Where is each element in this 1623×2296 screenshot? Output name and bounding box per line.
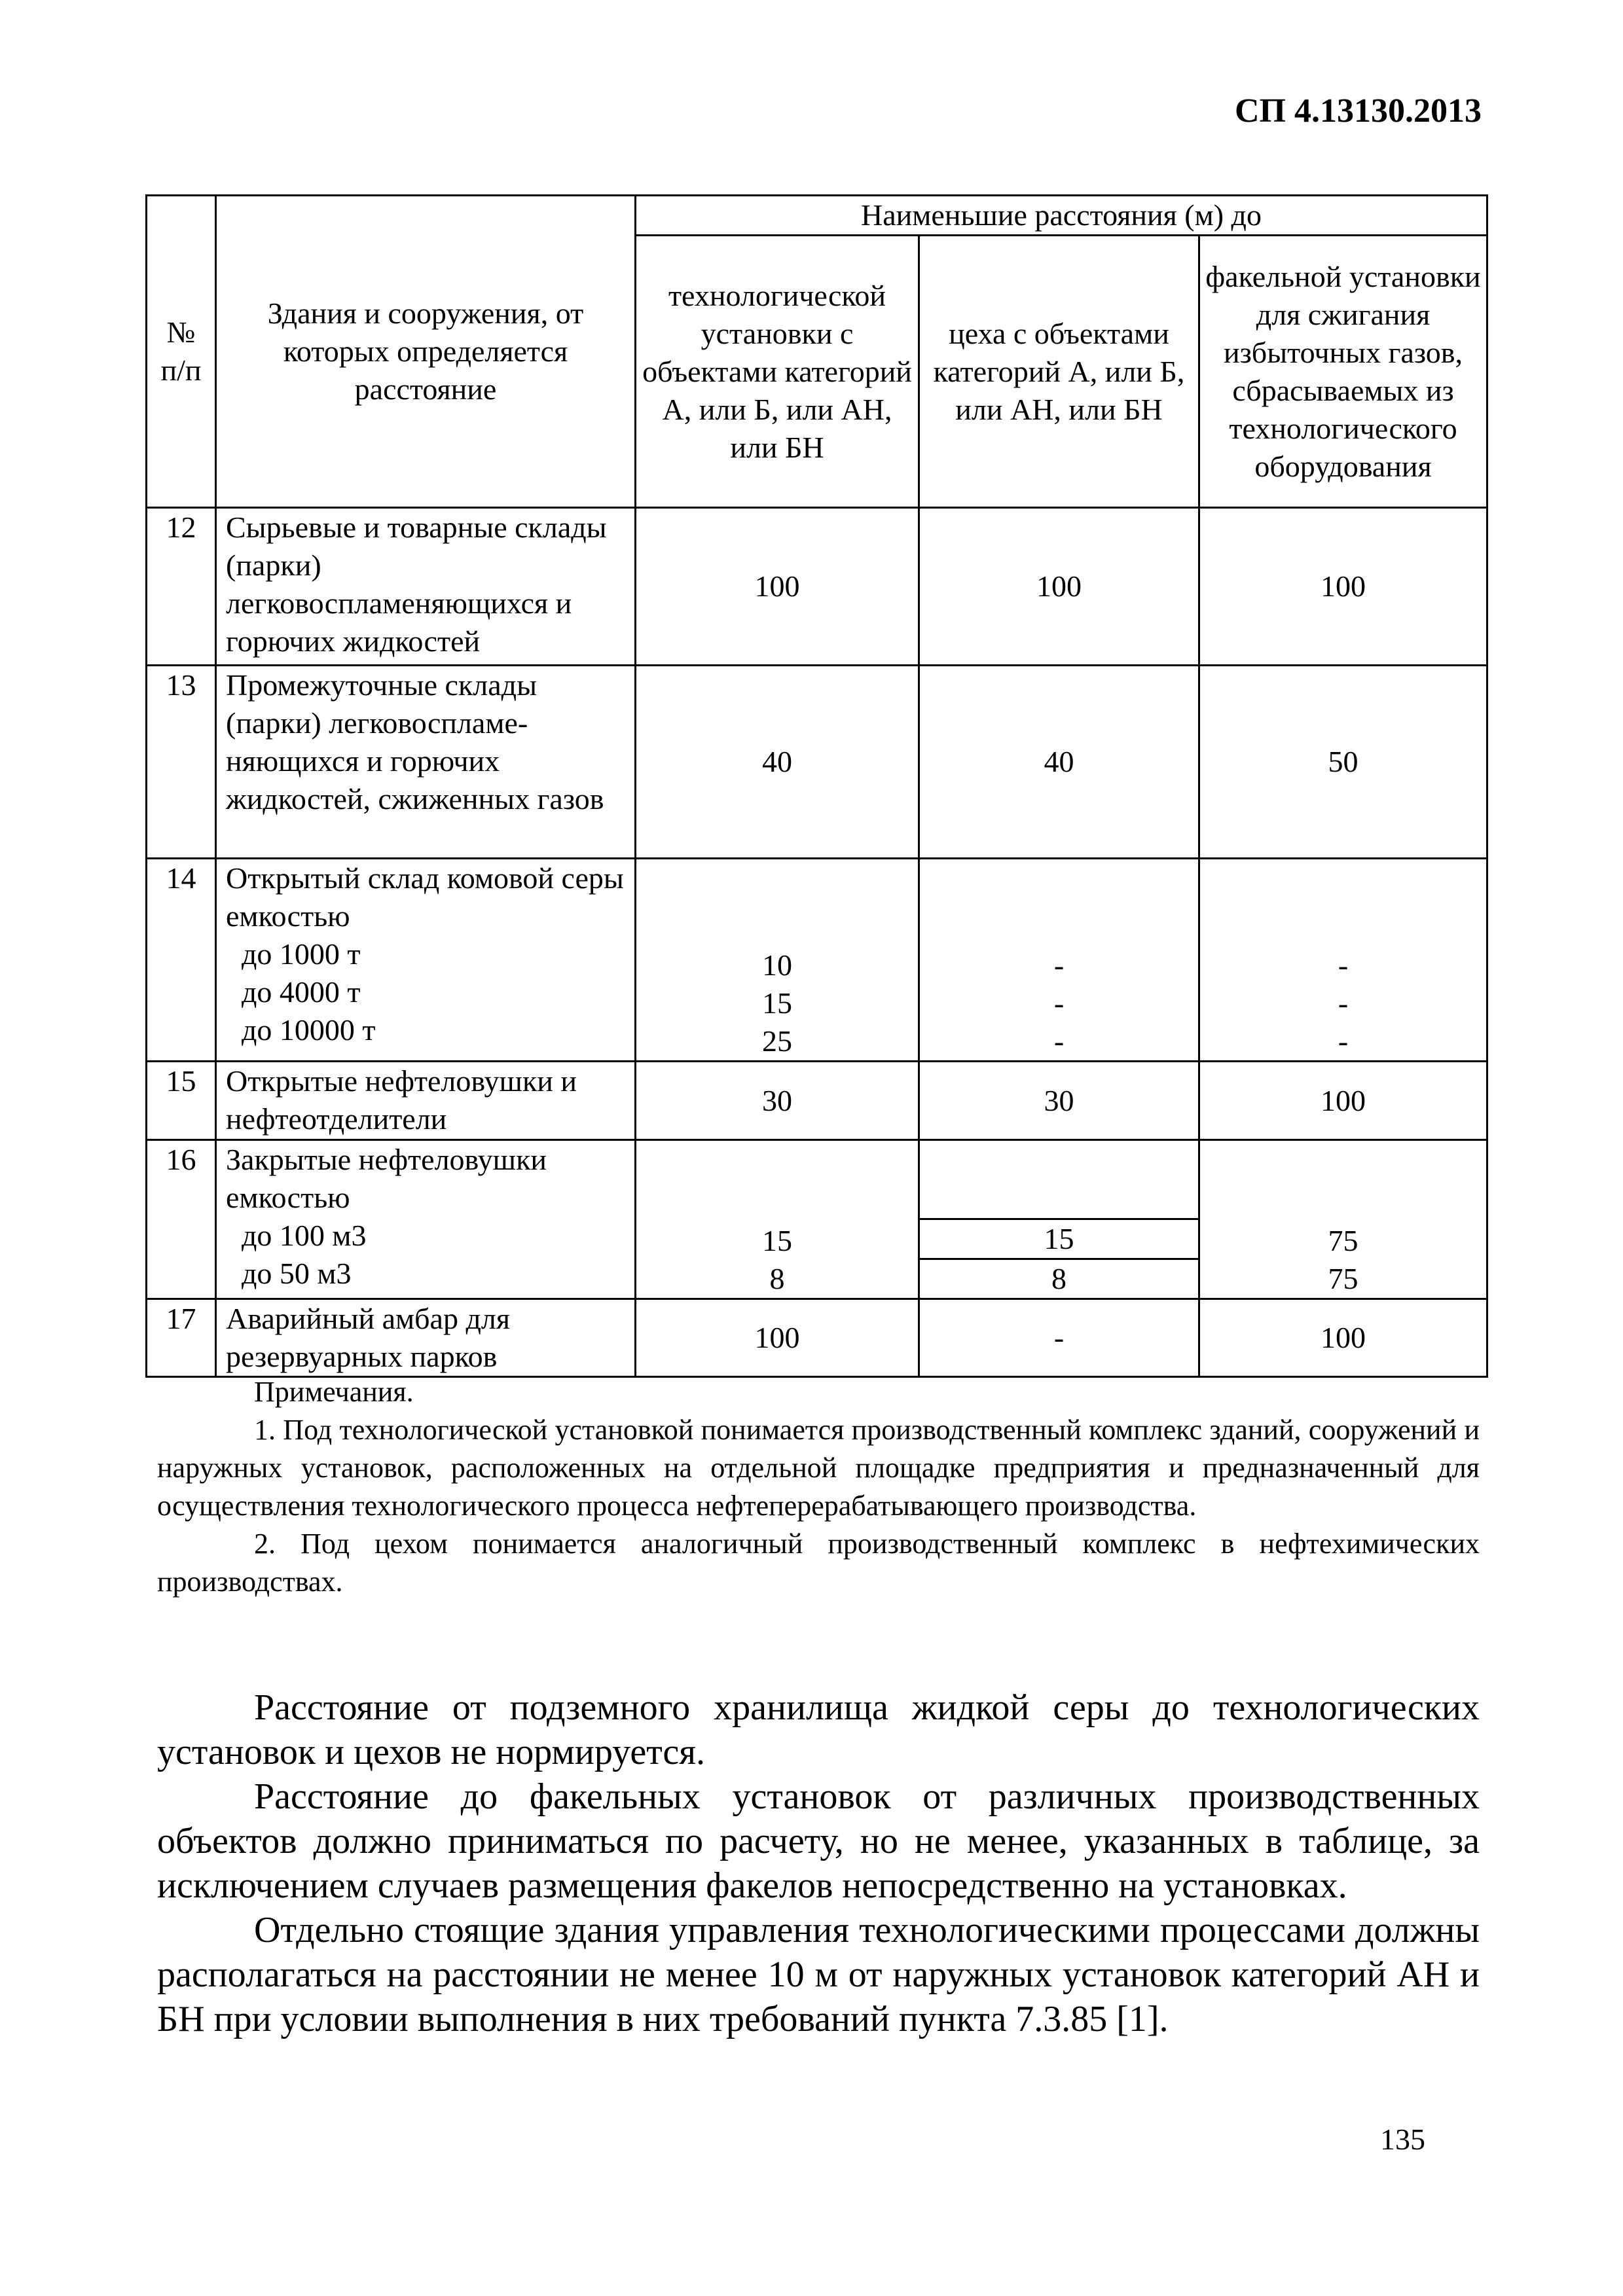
row-title: Открытый склад комовой серы емкостью — [226, 861, 624, 933]
table-header-row — [147, 196, 1487, 236]
row-number: 16 — [147, 1140, 216, 1299]
sub-value: - — [1053, 1024, 1065, 1058]
row-number: 13 — [147, 666, 216, 859]
table-row — [147, 1140, 1487, 1299]
cell-b: - — [919, 1299, 1199, 1377]
sub-value: 75 — [1328, 1262, 1359, 1295]
sub-value: 25 — [762, 1024, 792, 1058]
cell-b: 40 — [919, 666, 1199, 859]
sub-label: до 10000 т — [242, 1013, 376, 1047]
table-row — [147, 508, 1487, 666]
sub-value: 75 — [1328, 1224, 1359, 1257]
sub-value: - — [1338, 948, 1349, 982]
header-group: Наименьшие расстояния (м) до — [636, 196, 1487, 236]
sub-label: до 50 м3 — [242, 1257, 352, 1290]
row-number: 14 — [147, 859, 216, 1062]
sub-value: 8 — [769, 1262, 785, 1295]
cell-b: 30 — [919, 1062, 1199, 1140]
row-number: 17 — [147, 1299, 216, 1377]
sub-value: 15 — [920, 1220, 1198, 1260]
cell-c: 100 — [1199, 1062, 1487, 1140]
cell-b — [919, 859, 1199, 1062]
row-name — [216, 859, 636, 1062]
note-item: 1. Под технологической установкой понимается производственный комплекс зданий, сооружений и наружных установок, расположенных на отдельной площадке предприятия и предназначенный для осуществления технологического процесса нефтеперерабатывающего производства. — [157, 1414, 1480, 1522]
paragraph: Расстояние до факельных установок от различных производственных объектов должно приниматься по расчету, но не менее, указанных в таблице, за исключением случаев размещения факелов непосредственно на установках. — [157, 1776, 1480, 1906]
row-name — [216, 1140, 636, 1299]
table-row — [147, 1062, 1487, 1140]
page-number: 135 — [1380, 2123, 1425, 2156]
cell-c: 100 — [1199, 508, 1487, 666]
cell-a — [636, 1140, 919, 1299]
sub-value: 15 — [762, 1224, 792, 1257]
paragraph: Отдельно стоящие здания управления технологическими процессами должны располагаться на расстоянии не менее 10 м от наружных установок категорий АН и БН при условии выполнения в них требований пункта 7.3.85 [1]. — [157, 1910, 1480, 2039]
table-row — [147, 1299, 1487, 1377]
row-number: 15 — [147, 1062, 216, 1140]
cell-a: 100 — [636, 508, 919, 666]
header-name: Здания и сооружения, от которых определяется расстояние — [216, 196, 636, 508]
sub-label: до 1000 т — [242, 937, 361, 971]
header-col-c: факельной установки для сжигания избыточных газов, сбрасываемых из технологического оборудования — [1199, 236, 1487, 508]
sub-label: до 100 м3 — [242, 1219, 367, 1252]
cell-a — [636, 859, 919, 1062]
cell-a: 30 — [636, 1062, 919, 1140]
sub-value: 8 — [1051, 1262, 1067, 1295]
table-row — [147, 859, 1487, 1062]
row-name: Открытые нефтеловушки и нефтеотделители — [216, 1062, 636, 1140]
row-name: Сырьевые и товарные склады (парки) легковоспламеняющихся и горючих жидкостей — [216, 508, 636, 666]
distance-table — [145, 194, 1488, 1378]
sub-value: 10 — [762, 948, 792, 982]
sub-value: - — [1338, 986, 1349, 1020]
cell-b — [919, 1140, 1199, 1299]
row-title: Закрытые нефтеловушки емкостью — [226, 1143, 547, 1214]
cell-c: 100 — [1199, 1299, 1487, 1377]
note-item: 2. Под цехом понимается аналогичный производственный комплекс в нефтехимических производствах. — [157, 1528, 1480, 1598]
cell-a: 40 — [636, 666, 919, 859]
paragraph: Расстояние от подземного хранилища жидкой серы до технологических установок и цехов не нормируется. — [157, 1687, 1480, 1772]
table-row — [147, 666, 1487, 859]
header-col-a: технологической установки с объектами категорий А, или Б, или АН, или БН — [636, 236, 919, 508]
sub-value: - — [1053, 986, 1065, 1020]
row-name: Аварийный амбар для резервуарных парков — [216, 1299, 636, 1377]
sub-label: до 4000 т — [242, 975, 361, 1009]
cell-c — [1199, 859, 1487, 1062]
cell-c: 50 — [1199, 666, 1487, 859]
sub-value: 15 — [762, 986, 792, 1020]
cell-a: 100 — [636, 1299, 919, 1377]
cell-b: 100 — [919, 508, 1199, 666]
header-col-b: цеха с объектами категорий А, или Б, или АН, или БН — [919, 236, 1199, 508]
sub-value: - — [1053, 948, 1065, 982]
sub-value: - — [1338, 1024, 1349, 1058]
row-number: 12 — [147, 508, 216, 666]
header-num: № п/п — [147, 196, 216, 508]
notes-title: Примечания. — [254, 1376, 414, 1408]
cell-c — [1199, 1140, 1487, 1299]
row-name: Промежуточные склады (парки) легковоспламе-няющихся и горючих жидкостей, сжиженных газов — [216, 666, 636, 859]
body-text — [157, 1685, 1480, 2041]
document-code: СП 4.13130.2013 — [1235, 92, 1482, 130]
table-notes — [157, 1373, 1480, 1601]
